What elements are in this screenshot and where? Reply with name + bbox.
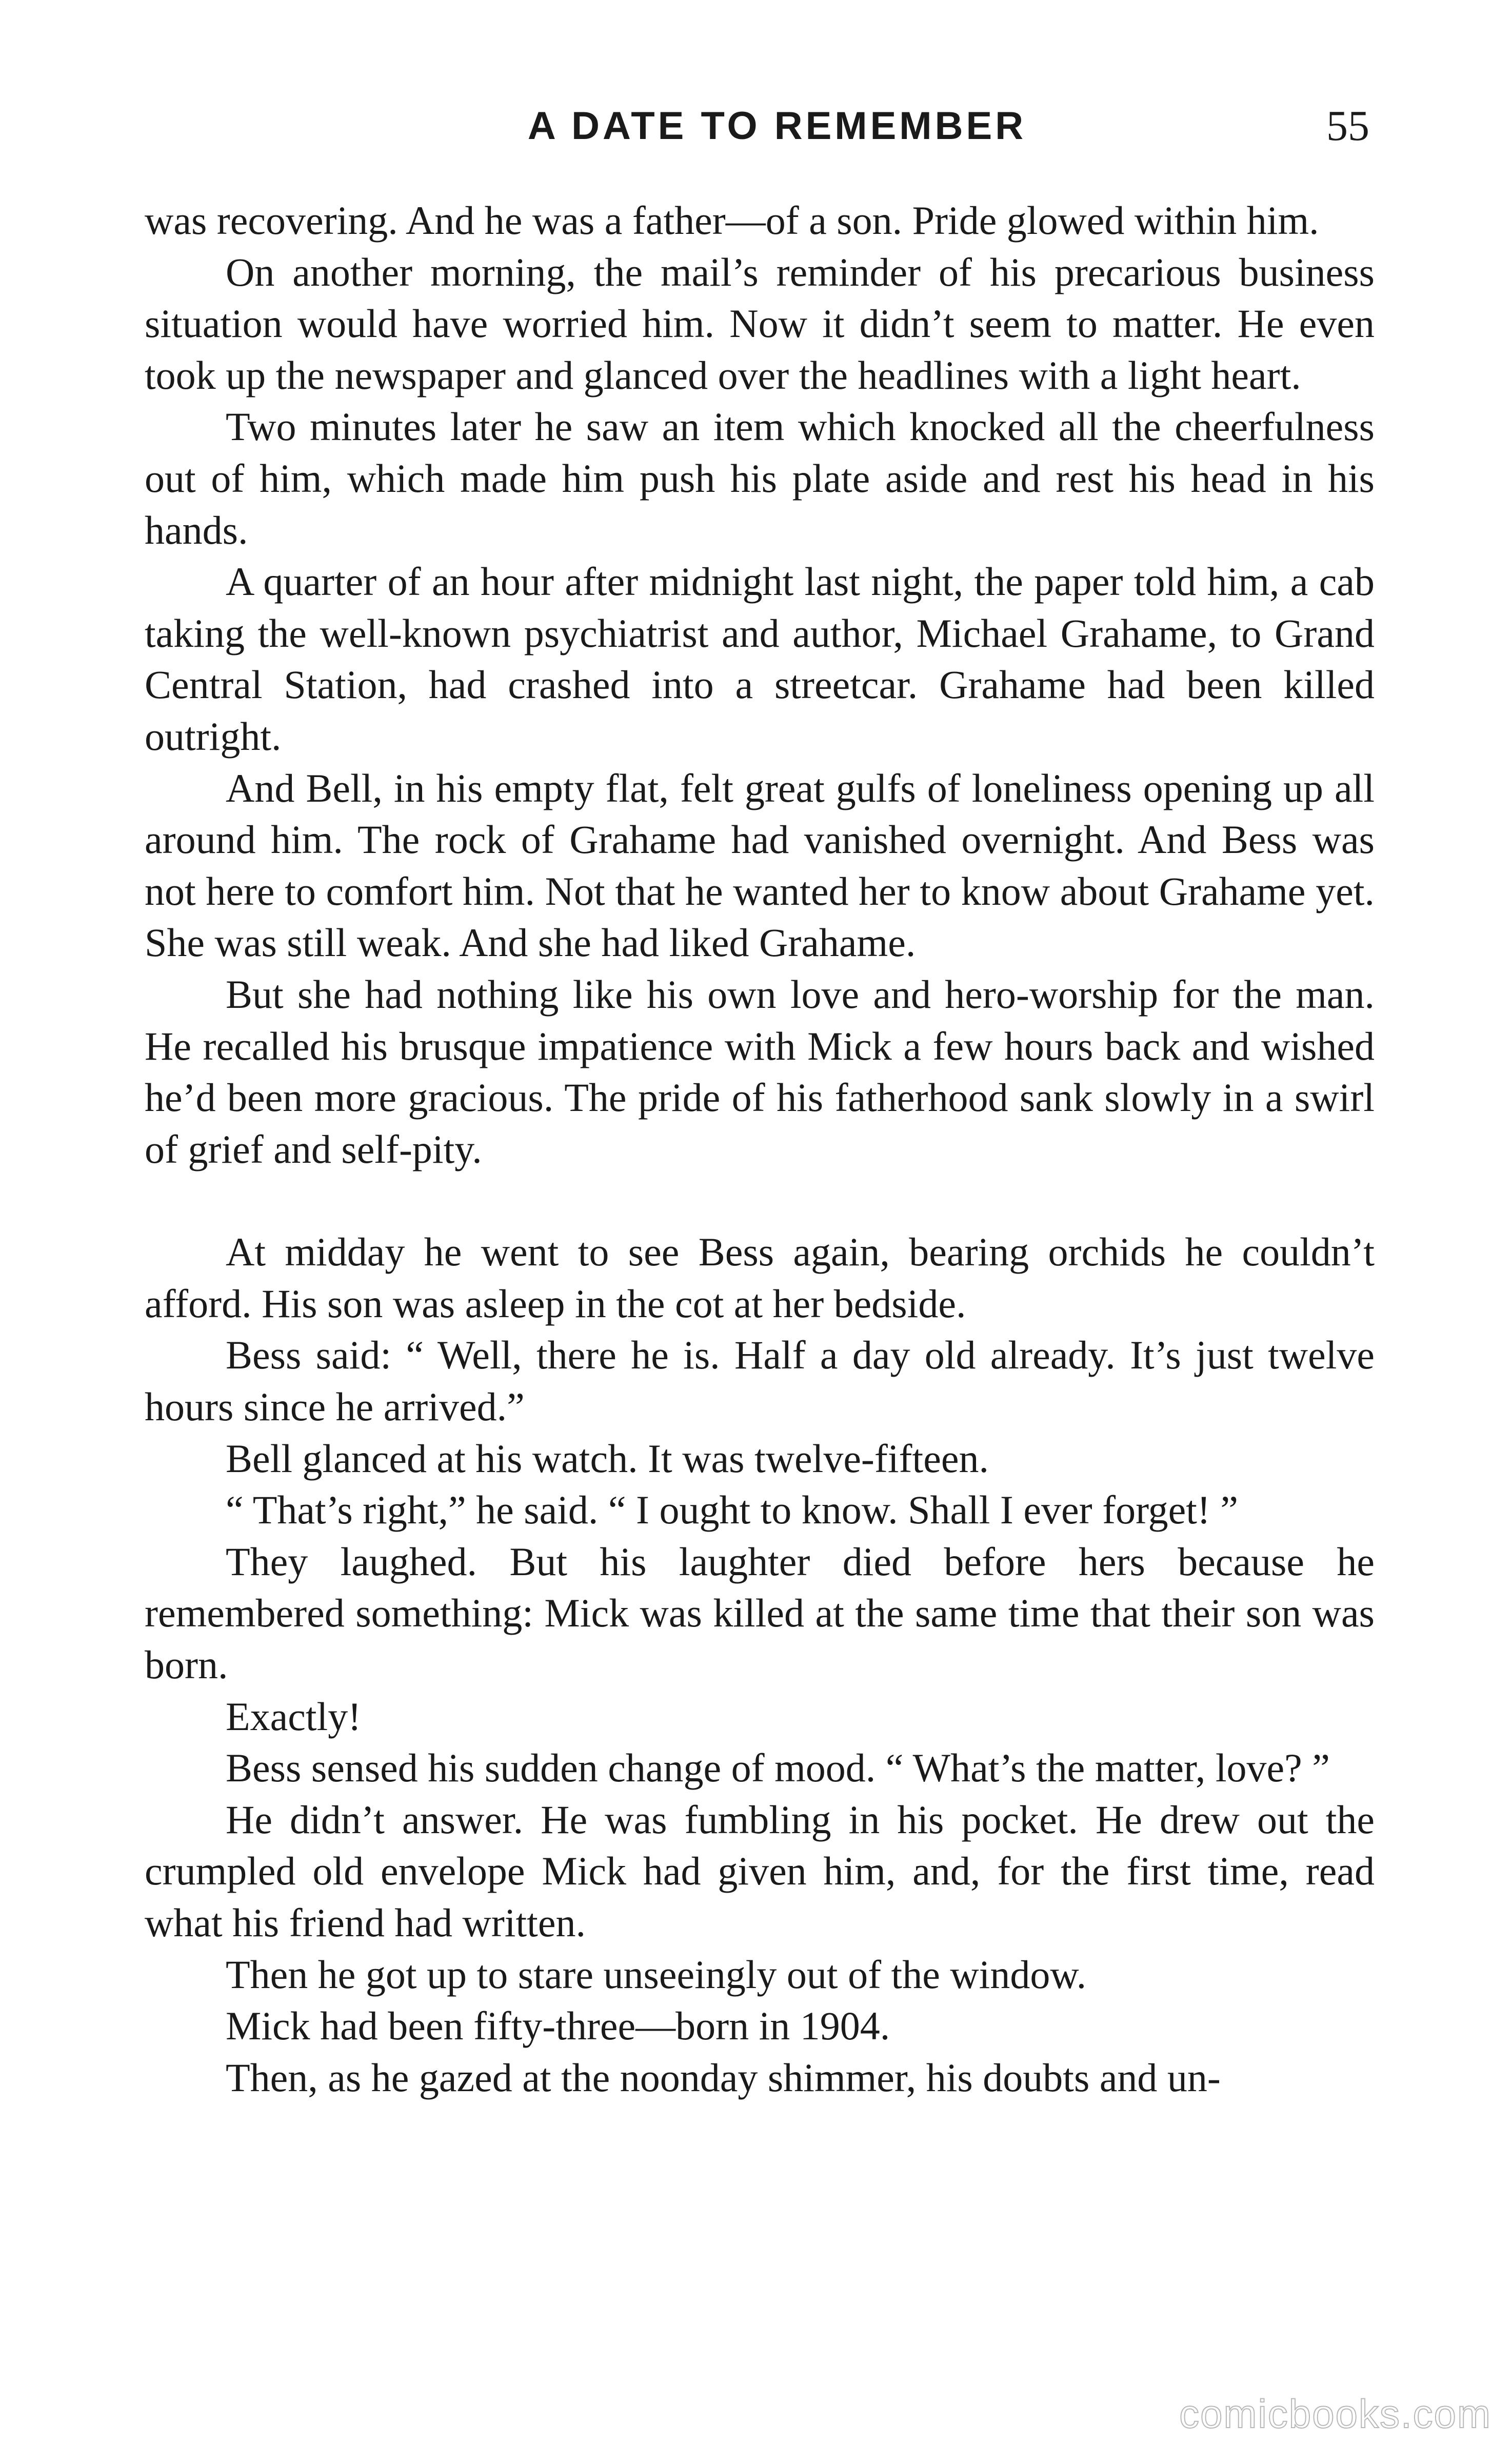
paragraph: They laughed. But his laughter died before hers because he remembered something: Mick was killed at the same time that their son was born. [145, 1539, 1375, 1687]
paragraph: At midday he went to see Bess again, bearing orchids he couldn’t afford. His son was asleep in the cot at her bedside. [145, 1229, 1375, 1326]
paragraph: He didn’t answer. He was fumbling in his pocket. He drew out the crumpled old envelope Mick had given him, and, for the first time, read what his friend had written. [145, 1797, 1375, 1945]
paragraph: Two minutes later he saw an item which knocked all the cheerfulness out of him, which made him push his plate aside and rest his head in his hands. [145, 404, 1375, 552]
paragraph: Bess sensed his sudden change of mood. “ What’s the matter, love? ” [226, 1745, 1330, 1791]
page-header [144, 101, 1369, 162]
paragraph: “ That’s right,” he said. “ I ought to know. Shall I ever forget! ” [226, 1487, 1239, 1533]
paragraph: Mick had been fifty-three—born in 1904. [226, 2003, 890, 2049]
section-break [145, 1175, 1375, 1226]
paragraph: Bess said: “ Well, there he is. Half a day old already. It’s just twelve hours since he arrived.” [145, 1333, 1375, 1429]
watermark: comicbooks.com [1179, 2391, 1491, 2436]
paragraph: On another morning, the mail’s reminder of his precarious business situation would have worried him. Now it didn’t seem to matter. He even took up the newspaper and glanced over the headlines with a light heart. [145, 249, 1375, 398]
paragraph: A quarter of an hour after midnight last night, the paper told him, a cab taking the well-known psychiatrist and author, Michael Grahame, to Grand Central Station, had crashed into a streetcar. Grahame had been killed outright. [145, 559, 1375, 759]
paragraph: Then he got up to stare unseeingly out of the window. [226, 1952, 1087, 1997]
paragraph: Exactly! [226, 1694, 362, 1739]
page-number: 55 [1326, 102, 1369, 150]
paragraph: But she had nothing like his own love and hero-worship for the man. He recalled his brusque impatience with Mick a few hours back and wished he’d been more gracious. The pride of his fatherhood sank slowly in a swirl of grief and self-pity. [145, 971, 1375, 1171]
body-text [145, 195, 1375, 2103]
paragraph: And Bell, in his empty flat, felt great gulfs of loneliness opening up all around him. The rock of Grahame had vanished overnight. And Bess was not here to comfort him. Not that he wanted her to know about Grahame yet. She was still weak. And she had liked Grahame. [145, 765, 1375, 965]
paragraph: was recovering. And he was a father—of a son. Pride glowed within him. [145, 198, 1319, 243]
paragraph: Bell glanced at his watch. It was twelve-fifteen. [226, 1436, 989, 1481]
running-title: A DATE TO REMEMBER [527, 104, 1027, 148]
paragraph: Then, as he gazed at the noonday shimmer, his doubts and un- [226, 2055, 1221, 2100]
